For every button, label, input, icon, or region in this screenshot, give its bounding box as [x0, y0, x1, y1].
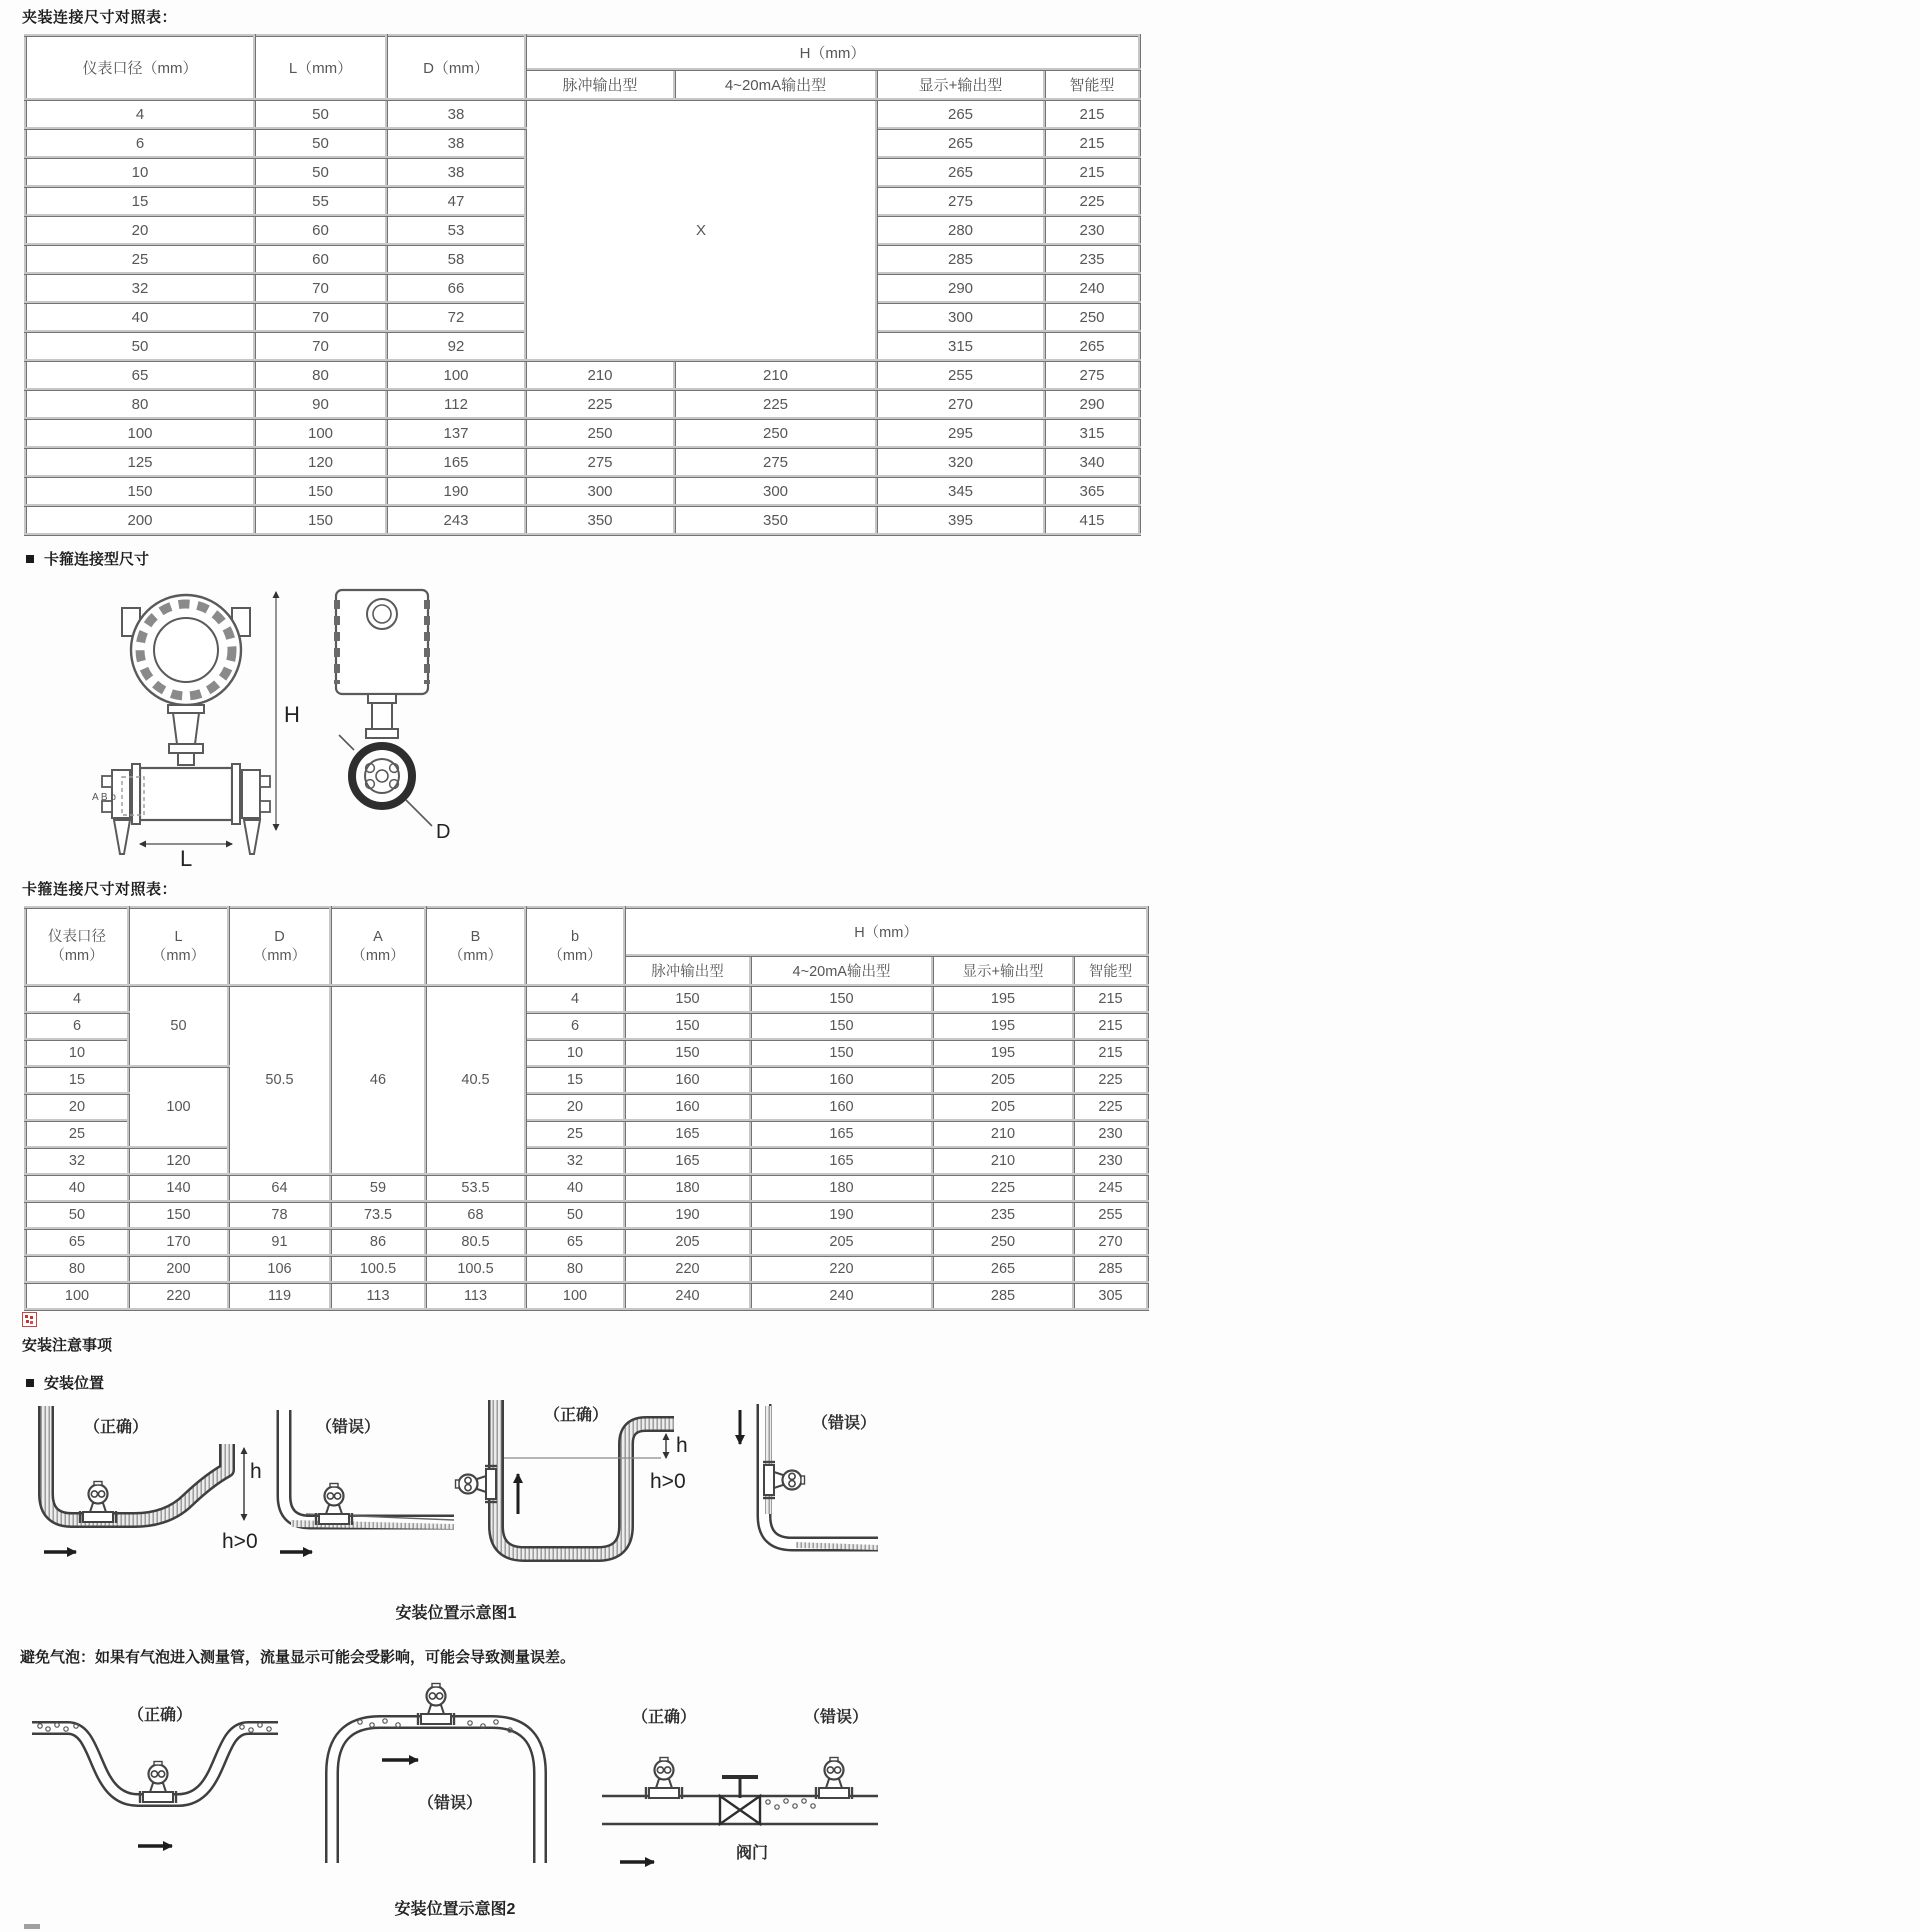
flowmeter-side-view	[336, 590, 432, 826]
col-header-A	[331, 908, 426, 986]
cell-h-smart: 230	[1045, 216, 1140, 245]
dim-L-label: L	[180, 846, 193, 871]
cell-b: 50	[526, 1202, 625, 1229]
cell-b: 65	[526, 1229, 625, 1256]
cell-h-smart: 270	[1074, 1229, 1148, 1256]
cell-h-pulse: 160	[625, 1094, 751, 1121]
cell-diameter: 6	[26, 129, 255, 158]
cell-h-pulse: 350	[526, 506, 675, 535]
cell-h-pulse: 205	[625, 1229, 751, 1256]
cell-diameter: 40	[26, 1175, 129, 1202]
table-row	[26, 100, 1140, 129]
table-row	[26, 390, 1140, 419]
cell-h-display: 205	[933, 1067, 1074, 1094]
cell-L: 120	[129, 1148, 229, 1175]
clamp-type-section-heading	[26, 548, 149, 569]
table-row	[26, 1229, 1148, 1256]
cell-L: 90	[255, 390, 387, 419]
flowmeter-icon	[316, 1484, 352, 1526]
cell-h-pulse: 180	[625, 1175, 751, 1202]
col-header-diameter	[26, 908, 129, 986]
cell-h-4-20ma: 150	[751, 1040, 933, 1067]
cell-diameter: 40	[26, 303, 255, 332]
square-bullet-icon	[26, 1379, 34, 1387]
cell-h-smart: 290	[1045, 390, 1140, 419]
col-header-pulse: 脉冲输出型	[625, 956, 751, 986]
mm-label: （mm）	[548, 947, 602, 964]
cell-h-display: 280	[877, 216, 1045, 245]
cell-L: 50	[255, 100, 387, 129]
cell-h-smart: 225	[1074, 1067, 1148, 1094]
cell-h-display: 195	[933, 1013, 1074, 1040]
cell-D: 38	[387, 129, 526, 158]
cell-L: 80	[255, 361, 387, 390]
cell-h-display: 270	[877, 390, 1045, 419]
install-position-label: 安装位置	[44, 1375, 105, 1392]
cell-L: 100	[255, 419, 387, 448]
cell-diameter: 125	[26, 448, 255, 477]
flowmeter-icon	[456, 1466, 498, 1502]
cell-diameter: 100	[26, 1283, 129, 1310]
correct-label: （正确）	[84, 1419, 149, 1436]
cell-diameter: 6	[26, 1013, 129, 1040]
h-gt0-label: h>0	[650, 1470, 686, 1493]
cell-h-smart: 215	[1045, 129, 1140, 158]
cell-h-display: 225	[933, 1175, 1074, 1202]
h-label: h	[676, 1434, 688, 1457]
cell-h-4-20ma: 240	[751, 1283, 933, 1310]
diagram1-svg	[16, 1396, 896, 1596]
cell-diameter: 10	[26, 158, 255, 187]
wrong-label: （错误）	[418, 1795, 483, 1812]
cell-h-smart: 230	[1074, 1148, 1148, 1175]
cell-diameter: 65	[26, 361, 255, 390]
cell-D: 66	[387, 274, 526, 303]
cell-h-display: 195	[933, 1040, 1074, 1067]
cell-D: 190	[387, 477, 526, 506]
cell-L: 200	[129, 1256, 229, 1283]
table-row	[26, 986, 1148, 1013]
tri-clamp-table-title: 卡箍连接尺寸对照表：	[22, 881, 178, 898]
cell-h-smart: 235	[1045, 245, 1140, 274]
dim-H-label: H	[284, 702, 300, 727]
cell-D: 92	[387, 332, 526, 361]
cell-h-smart: 275	[1045, 361, 1140, 390]
sketch-correct-u-dip	[32, 1723, 278, 1846]
col-header-L: L（mm）	[255, 36, 387, 100]
cell-A: 100.5	[331, 1256, 426, 1283]
cell-D: 38	[387, 100, 526, 129]
broken-image-icon	[22, 1312, 37, 1327]
install-position-diagram-1	[16, 1396, 896, 1601]
install-position-heading	[26, 1372, 104, 1393]
cell-D: 100	[387, 361, 526, 390]
cell-diameter: 50	[26, 332, 255, 361]
cell-h-smart: 255	[1074, 1202, 1148, 1229]
flowmeter-icon	[646, 1758, 682, 1800]
col-header-display-output: 显示+输出型	[877, 70, 1045, 100]
tri-clamp-dimension-table	[24, 906, 1149, 1311]
D-label: D	[274, 928, 285, 945]
cell-h-display: 210	[933, 1121, 1074, 1148]
cell-h-pulse: 165	[625, 1121, 751, 1148]
cell-h-smart: 215	[1045, 158, 1140, 187]
cell-h-smart: 215	[1074, 1040, 1148, 1067]
cell-D: 53	[387, 216, 526, 245]
cell-L: 170	[129, 1229, 229, 1256]
cell-h-smart: 315	[1045, 419, 1140, 448]
cell-B: 100.5	[426, 1256, 526, 1283]
cell-h-display: 265	[933, 1256, 1074, 1283]
table-row	[26, 448, 1140, 477]
cell-diameter: 150	[26, 477, 255, 506]
cell-L: 100	[129, 1067, 229, 1148]
col-header-D: D（mm）	[387, 36, 526, 100]
cell-D: 64	[229, 1175, 331, 1202]
cell-b: 15	[526, 1067, 625, 1094]
cell-h-4-20ma: 160	[751, 1067, 933, 1094]
cell-h-display: 320	[877, 448, 1045, 477]
cell-h-4-20ma: 190	[751, 1202, 933, 1229]
cell-h-4-20ma: 210	[675, 361, 877, 390]
cell-h-pulse: 240	[625, 1283, 751, 1310]
col-header-4-20ma: 4~20mA输出型	[675, 70, 877, 100]
cell-h-pulse: 210	[526, 361, 675, 390]
cell-b: 4	[526, 986, 625, 1013]
table-row	[26, 1256, 1148, 1283]
cell-h-display: 300	[877, 303, 1045, 332]
cell-diameter: 200	[26, 506, 255, 535]
table-row	[26, 1202, 1148, 1229]
cell-diameter: 25	[26, 245, 255, 274]
cell-D: 58	[387, 245, 526, 274]
cell-h-display: 290	[877, 274, 1045, 303]
cell-L: 150	[255, 506, 387, 535]
cell-L: 120	[255, 448, 387, 477]
cell-A: 73.5	[331, 1202, 426, 1229]
cell-h-smart: 245	[1074, 1175, 1148, 1202]
flowmeter-icon	[80, 1482, 116, 1524]
diameter-label: 仪表口径	[48, 928, 106, 945]
cell-D: 112	[387, 390, 526, 419]
cell-h-4-20ma: 275	[675, 448, 877, 477]
install-position-diagram-2	[20, 1678, 890, 1893]
cell-h-smart: 225	[1045, 187, 1140, 216]
correct-label: （正确）	[128, 1707, 193, 1724]
cell-h-4-20ma: 150	[751, 1013, 933, 1040]
cell-merged-x: X	[526, 100, 877, 361]
cell-h-4-20ma: 350	[675, 506, 877, 535]
cell-h-smart: 215	[1074, 1013, 1148, 1040]
mm-label: （mm）	[50, 947, 104, 964]
col-header-L	[129, 908, 229, 986]
col-header-smart: 智能型	[1074, 956, 1148, 986]
mm-label: （mm）	[151, 947, 206, 964]
sketch-wrong-arch	[332, 1684, 540, 1864]
cell-L: 150	[255, 477, 387, 506]
mm-label: （mm）	[448, 947, 503, 964]
dim-abb-label: A B b	[92, 792, 116, 803]
correct-label: （正确）	[632, 1709, 697, 1726]
diagram2-caption: 安装位置示意图2	[394, 1901, 516, 1918]
correct-label: （正确）	[544, 1407, 609, 1424]
cell-h-4-20ma: 300	[675, 477, 877, 506]
col-header-H: H（mm）	[625, 908, 1148, 956]
cell-D: 137	[387, 419, 526, 448]
cell-h-pulse: 150	[625, 1040, 751, 1067]
cell-h-pulse: 160	[625, 1067, 751, 1094]
cell-D: 47	[387, 187, 526, 216]
cutoff-text-smudge	[24, 1924, 40, 1929]
col-header-smart: 智能型	[1045, 70, 1140, 100]
col-header-4-20ma: 4~20mA输出型	[751, 956, 933, 986]
cell-b: 20	[526, 1094, 625, 1121]
cell-b: 25	[526, 1121, 625, 1148]
cell-b: 40	[526, 1175, 625, 1202]
wrong-label: （错误）	[812, 1415, 877, 1432]
cell-b: 32	[526, 1148, 625, 1175]
cell-h-4-20ma: 165	[751, 1148, 933, 1175]
cell-h-display: 255	[877, 361, 1045, 390]
table-row	[26, 361, 1140, 390]
cell-diameter: 15	[26, 1067, 129, 1094]
cell-D: 38	[387, 158, 526, 187]
cell-D: 91	[229, 1229, 331, 1256]
cell-diameter: 100	[26, 419, 255, 448]
cell-h-4-20ma: 165	[751, 1121, 933, 1148]
cell-h-display: 205	[933, 1094, 1074, 1121]
cell-h-smart: 240	[1045, 274, 1140, 303]
cell-diameter: 15	[26, 187, 255, 216]
cell-diameter: 32	[26, 1148, 129, 1175]
cell-h-pulse: 225	[526, 390, 675, 419]
flowmeter-icon	[763, 1462, 805, 1498]
cell-h-pulse: 220	[625, 1256, 751, 1283]
cell-diameter: 25	[26, 1121, 129, 1148]
cell-B: 68	[426, 1202, 526, 1229]
cell-diameter: 10	[26, 1040, 129, 1067]
cell-h-smart: 225	[1074, 1094, 1148, 1121]
clamp-type-heading-label: 卡箍连接型尺寸	[44, 551, 150, 568]
cell-h-pulse: 250	[526, 419, 675, 448]
col-header-D	[229, 908, 331, 986]
square-bullet-icon	[26, 555, 34, 563]
cell-h-pulse: 165	[625, 1148, 751, 1175]
valve-label: 阀门	[736, 1845, 769, 1862]
cell-h-4-20ma: 225	[675, 390, 877, 419]
bubbles	[766, 1799, 815, 1809]
clamp-dimension-table	[24, 34, 1141, 536]
cell-D: 119	[229, 1283, 331, 1310]
cell-b: 10	[526, 1040, 625, 1067]
b-label: b	[570, 928, 580, 945]
cell-D: 78	[229, 1202, 331, 1229]
flowmeter-drawing-svg	[36, 572, 466, 872]
col-header-B	[426, 908, 526, 986]
table-row	[26, 1283, 1148, 1310]
flowmeter-front-view	[102, 595, 270, 854]
cell-D: 243	[387, 506, 526, 535]
mm-label: （mm）	[351, 947, 405, 964]
cell-B: 80.5	[426, 1229, 526, 1256]
cell-D: 72	[387, 303, 526, 332]
col-header-H: H（mm）	[526, 36, 1140, 70]
h-gt0-label: h>0	[222, 1530, 258, 1553]
wrong-label: （错误）	[804, 1709, 869, 1726]
cell-h-display: 195	[933, 986, 1074, 1013]
cell-h-display: 275	[877, 187, 1045, 216]
cell-h-display: 265	[877, 129, 1045, 158]
cell-h-display: 395	[877, 506, 1045, 535]
cell-h-4-20ma: 220	[751, 1256, 933, 1283]
cell-h-4-20ma: 250	[675, 419, 877, 448]
cell-B: 40.5	[426, 986, 526, 1175]
cell-h-display: 285	[877, 245, 1045, 274]
cell-h-4-20ma: 150	[751, 986, 933, 1013]
cell-B: 113	[426, 1283, 526, 1310]
cell-L: 50	[255, 158, 387, 187]
cell-L: 140	[129, 1175, 229, 1202]
cell-h-4-20ma: 160	[751, 1094, 933, 1121]
cell-L: 50	[129, 986, 229, 1067]
cell-D: 165	[387, 448, 526, 477]
cell-L: 220	[129, 1283, 229, 1310]
cell-h-smart: 230	[1074, 1121, 1148, 1148]
cell-b: 6	[526, 1013, 625, 1040]
cell-diameter: 20	[26, 1094, 129, 1121]
cell-L: 70	[255, 303, 387, 332]
cell-diameter: 4	[26, 986, 129, 1013]
cell-b: 80	[526, 1256, 625, 1283]
cell-L: 50	[255, 129, 387, 158]
cell-h-display: 250	[933, 1229, 1074, 1256]
cell-A: 113	[331, 1283, 426, 1310]
A-label: A	[373, 928, 383, 945]
cell-h-pulse: 300	[526, 477, 675, 506]
cell-h-display: 315	[877, 332, 1045, 361]
clamp-table-title: 夹装连接尺寸对照表：	[22, 9, 178, 26]
cell-diameter: 32	[26, 274, 255, 303]
cell-h-display: 285	[933, 1283, 1074, 1310]
L-label: L	[174, 928, 183, 945]
cell-A: 86	[331, 1229, 426, 1256]
cell-h-display: 210	[933, 1148, 1074, 1175]
bubble-note-text: 避免气泡：如果有气泡进入测量管，流量显示可能会受影响，可能会导致测量误差。	[20, 1649, 576, 1666]
cell-h-smart: 415	[1045, 506, 1140, 535]
cell-L: 60	[255, 245, 387, 274]
table-row	[26, 477, 1140, 506]
table-row	[26, 506, 1140, 535]
cell-D: 50.5	[229, 986, 331, 1175]
B-label: B	[470, 928, 481, 945]
flowmeter-icon	[140, 1762, 176, 1804]
col-header-diameter: 仪表口径（mm）	[26, 36, 255, 100]
cell-h-display: 265	[877, 100, 1045, 129]
flowmeter-drawings	[36, 572, 466, 877]
cell-h-smart: 250	[1045, 303, 1140, 332]
cell-B: 53.5	[426, 1175, 526, 1202]
mm-label: （mm）	[252, 947, 307, 964]
cell-h-smart: 340	[1045, 448, 1140, 477]
cell-h-display: 235	[933, 1202, 1074, 1229]
table-row	[26, 1175, 1148, 1202]
cell-h-4-20ma: 180	[751, 1175, 933, 1202]
cell-L: 70	[255, 332, 387, 361]
cell-h-pulse: 190	[625, 1202, 751, 1229]
dim-D-label: D	[436, 821, 451, 843]
cell-h-pulse: 150	[625, 1013, 751, 1040]
cell-A: 59	[331, 1175, 426, 1202]
cell-L: 150	[129, 1202, 229, 1229]
cell-L: 60	[255, 216, 387, 245]
cell-h-pulse: 150	[625, 986, 751, 1013]
cell-h-smart: 365	[1045, 477, 1140, 506]
cell-h-smart: 285	[1074, 1256, 1148, 1283]
cell-b: 100	[526, 1283, 625, 1310]
install-notes-title: 安装注意事项	[22, 1337, 113, 1354]
cell-h-display: 345	[877, 477, 1045, 506]
col-header-display-output: 显示+输出型	[933, 956, 1074, 986]
h-label: h	[250, 1460, 262, 1483]
cell-diameter: 50	[26, 1202, 129, 1229]
wrong-label: （错误）	[316, 1419, 381, 1436]
cell-h-4-20ma: 205	[751, 1229, 933, 1256]
cell-A: 46	[331, 986, 426, 1175]
table-row	[26, 1067, 1148, 1094]
cell-L: 55	[255, 187, 387, 216]
cell-diameter: 20	[26, 216, 255, 245]
cell-L: 70	[255, 274, 387, 303]
cell-h-display: 265	[877, 158, 1045, 187]
cell-h-display: 295	[877, 419, 1045, 448]
col-header-pulse: 脉冲输出型	[526, 70, 675, 100]
cell-D: 106	[229, 1256, 331, 1283]
cell-diameter: 80	[26, 390, 255, 419]
cell-diameter: 65	[26, 1229, 129, 1256]
cell-h-smart: 265	[1045, 332, 1140, 361]
cell-h-smart: 215	[1074, 986, 1148, 1013]
table-row	[26, 1148, 1148, 1175]
cell-h-smart: 215	[1045, 100, 1140, 129]
flowmeter-icon	[418, 1684, 454, 1726]
cell-h-smart: 305	[1074, 1283, 1148, 1310]
cell-diameter: 80	[26, 1256, 129, 1283]
cell-h-pulse: 275	[526, 448, 675, 477]
col-header-b	[526, 908, 625, 986]
flowmeter-icon	[816, 1758, 852, 1800]
diagram2-svg	[20, 1678, 890, 1888]
diagram1-caption: 安装位置示意图1	[395, 1605, 517, 1622]
table-row	[26, 419, 1140, 448]
cell-diameter: 4	[26, 100, 255, 129]
